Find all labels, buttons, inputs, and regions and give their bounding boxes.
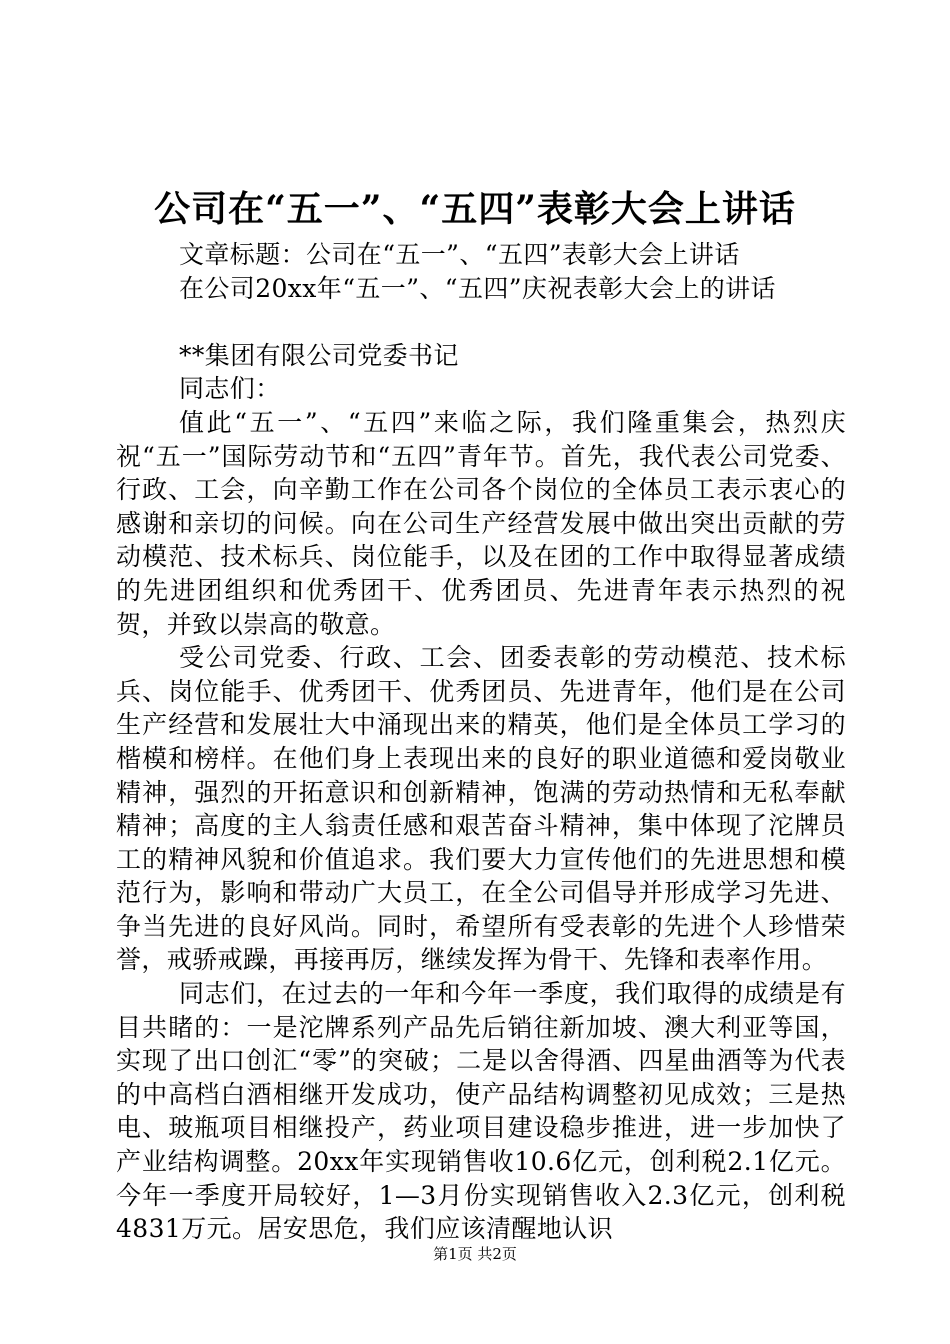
blank-line — [116, 305, 846, 339]
speech-subtitle: 在公司20xx年“五一”、“五四”庆祝表彰大会上的讲话 — [179, 273, 776, 303]
salutation: 同志们： — [179, 374, 281, 404]
page-number-footer: 第1页 共2页 — [433, 1245, 517, 1263]
paragraph-1: 值此“五一”、“五四”来临之际，我们隆重集会，热烈庆祝“五一”国际劳动节和“五四”青年节。首先，我代表公司党委、行政、工会，向辛勤工作在公司各个岗位的全体员工表示衷心的感谢和亲切的问候。向在公司生产经营发展中做出突出贡献的劳动模范、技术标兵、岗位能手，以及在团的工作中取得显著成绩的先进团组织和优秀团干、优秀团员、先进青年表示热烈的祝贺，并致以崇高的敬意。 — [116, 407, 846, 639]
speaker-line: **集团有限公司党委书记 — [179, 340, 459, 370]
paragraph-2: 受公司党委、行政、工会、团委表彰的劳动模范、技术标兵、岗位能手、优秀团干、优秀团员、先进青年，他们是在公司生产经营和发展壮大中涌现出来的精英，他们是全体员工学习的楷模和榜样。在他们身上表现出来的良好的职业道德和爱岗敬业精神，强烈的开拓意识和创新精神，饱满的劳动热情和无私奉献精神；高度的主人翁责任感和艰苦奋斗精神，集中体现了沱牌员工的精神风貌和价值追求。我们要大力宣传他们的先进思想和模范行为，影响和带动广大员工，在全公司倡导并形成学习先进、争当先进的良好风尚。同时，希望所有受表彰的先进个人珍惜荣誉，戒骄戒躁，再接再厉，继续发挥为骨干、先锋和表率作用。 — [116, 643, 846, 975]
document-title: 公司在“五一”、“五四”表彰大会上讲话 — [154, 188, 796, 230]
paragraph-3: 同志们，在过去的一年和今年一季度，我们取得的成绩是有目共睹的：一是沱牌系列产品先后销往新加坡、澳大利亚等国，实现了出口创汇“零”的突破；二是以舍得酒、四星曲酒等为代表的中高档白酒相继开发成功，使产品结构调整初见成效；三是热电、玻瓶项目相继投产，药业项目建设稳步推进，进一步加快了产业结构调整。20xx年实现销售收10.6亿元，创利税2.1亿元。今年一季度开局较好，1—3月份实现销售收入2.3亿元，创利税4831万元。居安思危，我们应该清醒地认识 — [116, 979, 846, 1244]
article-title-line: 文章标题：公司在“五一”、“五四”表彰大会上讲话 — [179, 240, 740, 269]
document-body — [116, 238, 846, 1246]
